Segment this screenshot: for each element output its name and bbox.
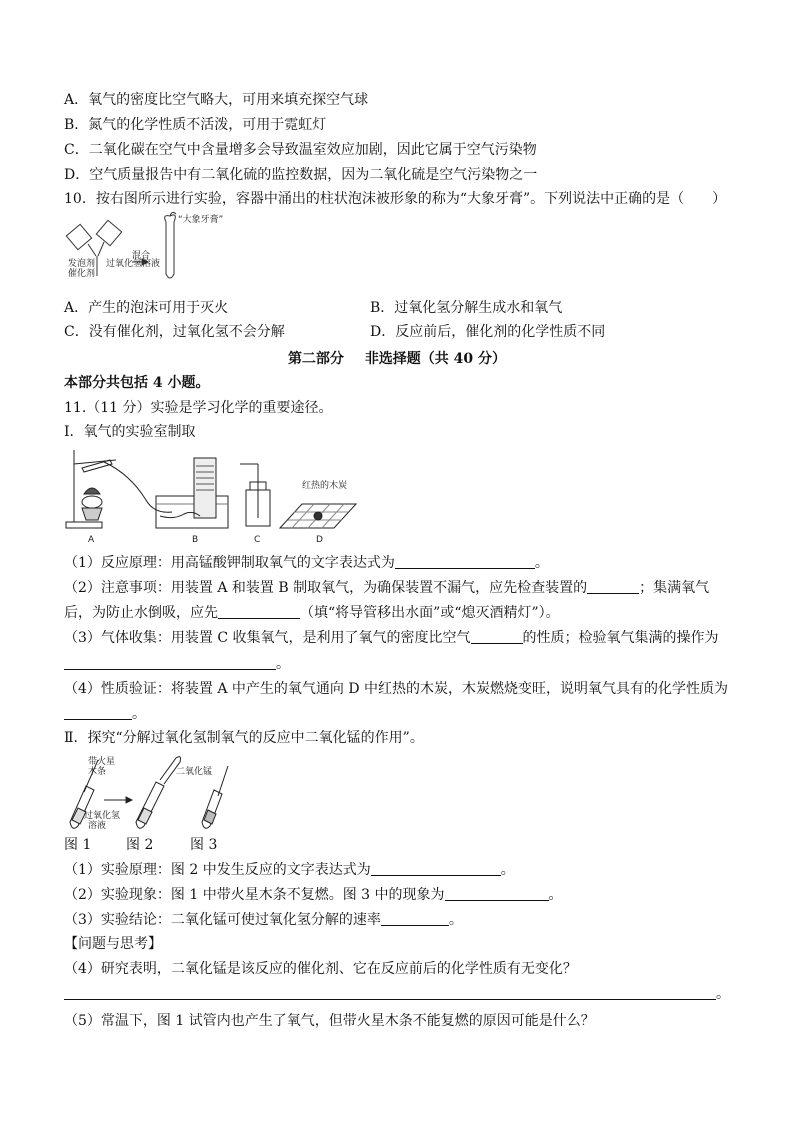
apparatus-label-a: A bbox=[88, 535, 95, 545]
elephant-toothpaste-figure bbox=[66, 214, 224, 294]
q11-section2: Ⅱ．探究“分解过氧化氢制氧气的反应中二氧化锰的作用”。 bbox=[64, 730, 424, 746]
q11-s2-line bbox=[64, 885, 563, 905]
q10-option-b: B．过氧化氢分解生成水和氧气 bbox=[370, 300, 563, 316]
q9-option-c: C．二氧化碳在空气中含量增多会导致温室效应加剧，因此它属于空气污染物 bbox=[64, 142, 537, 158]
q11-part4-line1: （4）性质验证：将装置 A 中产生的氧气通向 D 中红热的木炭，木炭燃烧变旺，说明氧气具有的化学性质为 bbox=[64, 681, 729, 697]
oxygen-apparatus-figure bbox=[64, 444, 364, 544]
fig-label-mix: 混合 bbox=[132, 251, 151, 261]
q11-part2-text-c: 后，为防止水倒吸，应先 bbox=[64, 605, 218, 621]
caption-fig1: 图 1 bbox=[64, 837, 92, 853]
q9-option-a: A．氧气的密度比空气略大，可用来填充探空气球 bbox=[64, 92, 369, 108]
q10-option-c: C．没有催化剂，过氧化氢不会分解 bbox=[64, 324, 285, 340]
apparatus-label-d: D bbox=[316, 535, 323, 545]
apparatus-c-icon bbox=[240, 464, 270, 526]
flask-left-icon bbox=[66, 224, 91, 249]
q11-section1: Ⅰ．氧气的实验室制取 bbox=[64, 424, 196, 440]
q11-part2-text-b: ；集满氧气 bbox=[639, 580, 710, 596]
q11-think-heading: 【问题与思考】 bbox=[64, 936, 162, 952]
period: 。 bbox=[500, 862, 515, 878]
q11-part3-line1 bbox=[64, 628, 719, 648]
q11-part1-text: （1）反应原理：用高锰酸钾制取氧气的文字表达式为 bbox=[64, 555, 395, 571]
period: 。 bbox=[132, 706, 146, 722]
q10-option-a: A．产生的泡沫可用于灭火 bbox=[64, 300, 229, 316]
answer-blank[interactable] bbox=[64, 985, 716, 1000]
charcoal-label: 红热的木炭 bbox=[302, 481, 348, 491]
fig-label-solution: 溶液 bbox=[88, 821, 107, 831]
answer-blank[interactable] bbox=[395, 554, 535, 569]
fig-label-glowing: 带火星 bbox=[88, 757, 116, 767]
test-tube-icon bbox=[166, 222, 174, 278]
part2-title bbox=[0, 348, 794, 368]
part2-title-left: 第二部分 bbox=[287, 351, 344, 367]
q11-s1-text: （1）实验原理：图 2 中发生反应的文字表达式为 bbox=[64, 862, 371, 878]
fig-label-h2o2: 过氧化氢溶液 bbox=[106, 259, 161, 269]
apparatus-label-b: B bbox=[192, 535, 199, 545]
mno2-experiment-figure bbox=[64, 752, 234, 832]
q11-part3-line2 bbox=[64, 654, 290, 674]
q11-s4-line: （4）研究表明，二氧化锰是该反应的催化剂、它在反应前后的化学性质有无变化？ bbox=[64, 961, 577, 977]
q11-part2-line1 bbox=[64, 578, 709, 598]
part2-intro: 本部分共包括 4 小题。 bbox=[64, 375, 210, 391]
answer-blank[interactable] bbox=[381, 911, 449, 926]
q10-stem: 10．按右图所示进行实验，容器中涌出的柱状泡沫被形象的称为“大象牙膏”。下列说法中正确的是（ ） bbox=[64, 191, 727, 207]
q9-option-d: D．空气质量报告中有二氧化硫的监控数据，因为二氧化硫是空气污染物之一 bbox=[64, 167, 538, 183]
q11-s2-text: （2）实验现象：图 1 中带火星木条不复燃。图 3 中的现象为 bbox=[64, 887, 445, 903]
apparatus-label-c: C bbox=[254, 535, 261, 545]
q11-part4-line2 bbox=[64, 704, 146, 724]
period: 。 bbox=[716, 986, 730, 1002]
part2-title-right: 非选择题（共 40 分） bbox=[364, 351, 507, 367]
q11-part1-line bbox=[64, 553, 549, 573]
flask-right-icon bbox=[96, 220, 121, 245]
answer-blank[interactable] bbox=[218, 604, 300, 619]
q11-s5-line: （5）常温下，图 1 试管内也产生了氧气，但带火星木条不能复燃的原因可能是什么？ bbox=[64, 1013, 595, 1029]
answer-blank[interactable] bbox=[371, 861, 501, 876]
period: 。 bbox=[276, 656, 290, 672]
q11-s4-answer-line bbox=[64, 984, 730, 1004]
answer-blank[interactable] bbox=[64, 655, 276, 670]
apparatus-b-icon bbox=[156, 458, 228, 528]
apparatus-d-icon bbox=[280, 504, 356, 528]
fig-label-h2o2: 过氧化氢 bbox=[84, 811, 121, 821]
period: 。 bbox=[534, 555, 549, 571]
fig-label-mno2: 二氧化锰 bbox=[176, 767, 213, 777]
answer-blank[interactable] bbox=[445, 886, 549, 901]
period: 。 bbox=[548, 887, 563, 903]
q11-s3-text: （3）实验结论：二氧化锰可使过氧化氢分解的速率 bbox=[64, 912, 381, 928]
q11-part2-line2 bbox=[64, 603, 560, 623]
q11-stem: 11.（11 分）实验是学习化学的重要途径。 bbox=[64, 400, 333, 416]
q11-s1-line bbox=[64, 860, 515, 880]
test-tube-fig2-icon bbox=[136, 757, 181, 829]
caption-fig2: 图 2 bbox=[126, 837, 154, 853]
fig-label-foaming-agent: 发泡剂 bbox=[68, 259, 96, 269]
fig-label-splint: 木条 bbox=[88, 767, 107, 777]
q11-part3-text-a: （3）气体收集：用装置 C 收集氧气，是利用了氧气的密度比空气 bbox=[64, 630, 471, 646]
period: 。 bbox=[448, 912, 463, 928]
caption-fig3: 图 3 bbox=[190, 837, 218, 853]
fig-label-elephant: “大象牙膏” bbox=[178, 215, 224, 225]
answer-blank[interactable] bbox=[587, 579, 639, 594]
q11-part3-text-b: 的性质；检验氧气集满的操作为 bbox=[522, 630, 719, 646]
q9-option-b: B．氮气的化学性质不活泼，可用于霓虹灯 bbox=[64, 117, 327, 133]
fig-label-catalyst: 催化剂 bbox=[68, 269, 96, 279]
q11-part2-text-d: （填“将导管移出水面”或“熄灭酒精灯”）。 bbox=[300, 605, 560, 621]
answer-blank[interactable] bbox=[471, 629, 523, 644]
q10-option-d: D．反应前后，催化剂的化学性质不同 bbox=[370, 324, 606, 340]
q11-part2-text-a: （2）注意事项：用装置 A 和装置 B 制取氧气，为确保装置不漏气，应先检查装置的 bbox=[64, 580, 588, 596]
q11-s3-line bbox=[64, 910, 463, 930]
answer-blank[interactable] bbox=[64, 705, 132, 720]
